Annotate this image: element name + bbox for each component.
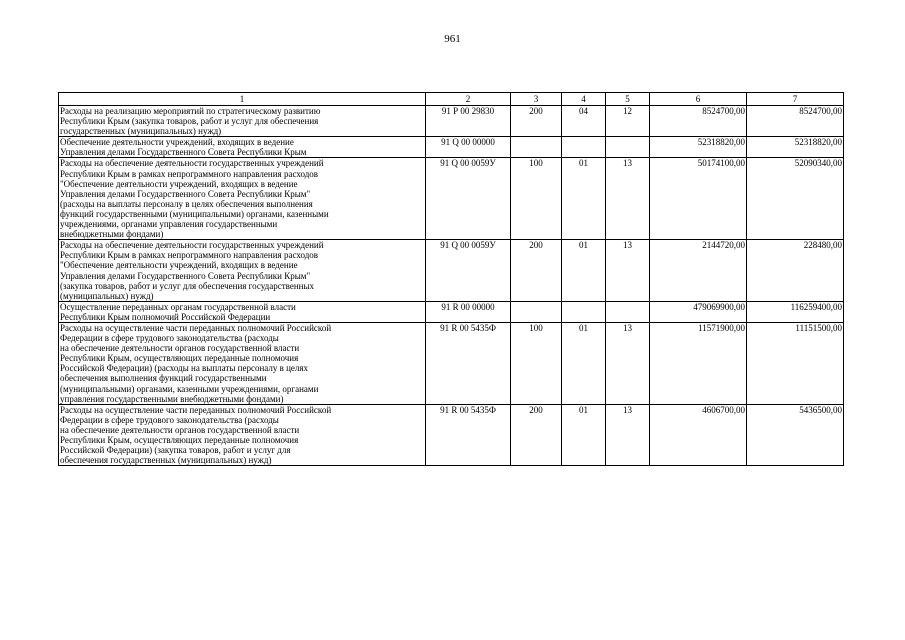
column-header: 3 bbox=[511, 93, 562, 106]
column-header: 1 bbox=[59, 93, 426, 106]
row-section bbox=[562, 137, 606, 158]
row-description: Расходы на обеспечение деятельности государственных учреждений Республики Крым в рамках непрограммного направления расходов "Обеспечение деятельности учреждений, входящих в ведение Управления делами Государственного Совета Республики Крым" (закупка товаров, работ и услуг для обеспечения государственных (муниципальных) нужд) bbox=[59, 240, 426, 302]
row-subsection: 13 bbox=[606, 404, 650, 466]
row-section: 01 bbox=[562, 404, 606, 466]
row-description: Обеспечение деятельности учреждений, входящих в ведение Управления делами Государственного Совета Республики Крым bbox=[59, 137, 426, 158]
row-code: 91 Q 00 00000 bbox=[426, 137, 511, 158]
column-header: 6 bbox=[650, 93, 747, 106]
row-amount-year-1: 8524700,00 bbox=[650, 106, 747, 137]
table-row bbox=[59, 240, 844, 302]
table-row bbox=[59, 404, 844, 466]
row-amount-year-2: 228480,00 bbox=[747, 240, 844, 302]
header-row bbox=[59, 93, 844, 106]
row-section: 01 bbox=[562, 322, 606, 404]
row-amount-year-2: 52090340,00 bbox=[747, 158, 844, 240]
row-amount-year-2: 8524700,00 bbox=[747, 106, 844, 137]
row-expense-type: 200 bbox=[511, 404, 562, 466]
row-section bbox=[562, 301, 606, 322]
row-description: Осуществление переданных органам государственной власти Республики Крым полномочий Российской Федерации bbox=[59, 301, 426, 322]
row-expense-type bbox=[511, 301, 562, 322]
row-subsection: 13 bbox=[606, 158, 650, 240]
page-number: 961 bbox=[444, 33, 461, 45]
row-section: 04 bbox=[562, 106, 606, 137]
column-header: 7 bbox=[747, 93, 844, 106]
row-code: 91 Р 00 29830 bbox=[426, 106, 511, 137]
row-amount-year-1: 4606700,00 bbox=[650, 404, 747, 466]
row-code: 91 R 00 00000 bbox=[426, 301, 511, 322]
row-amount-year-2: 11151500,00 bbox=[747, 322, 844, 404]
row-amount-year-1: 479069900,00 bbox=[650, 301, 747, 322]
row-section: 01 bbox=[562, 240, 606, 302]
row-subsection bbox=[606, 301, 650, 322]
column-header: 4 bbox=[562, 93, 606, 106]
table-row bbox=[59, 322, 844, 404]
row-subsection: 13 bbox=[606, 322, 650, 404]
row-subsection bbox=[606, 137, 650, 158]
row-description: Расходы на обеспечение деятельности государственных учреждений Республики Крым в рамках непрограммного направления расходов "Обеспечение деятельности учреждений, входящих в ведение Управления делами Государственного Совета Республики Крым" (расходы на выплаты персоналу в целях обеспечения выполнения функций государственными (муниципальными) органами, казенными учреждениями, органами управления государственными внебюджетными фондами) bbox=[59, 158, 426, 240]
column-header: 5 bbox=[606, 93, 650, 106]
budget-table bbox=[58, 92, 844, 466]
table-row bbox=[59, 137, 844, 158]
row-expense-type: 100 bbox=[511, 322, 562, 404]
column-header: 2 bbox=[426, 93, 511, 106]
row-amount-year-1: 2144720,00 bbox=[650, 240, 747, 302]
row-code: 91 Q 00 0059У bbox=[426, 158, 511, 240]
row-expense-type: 200 bbox=[511, 106, 562, 137]
row-amount-year-1: 50174100,00 bbox=[650, 158, 747, 240]
row-expense-type: 100 bbox=[511, 158, 562, 240]
table-row bbox=[59, 106, 844, 137]
row-description: Расходы на реализацию мероприятий по стратегическому развитию Республики Крым (закупка товаров, работ и услуг для обеспечения государственных (муниципальных) нужд) bbox=[59, 106, 426, 137]
row-amount-year-1: 11571900,00 bbox=[650, 322, 747, 404]
row-amount-year-2: 116259400,00 bbox=[747, 301, 844, 322]
row-expense-type bbox=[511, 137, 562, 158]
row-description: Расходы на осуществление части переданных полномочий Российской Федерации в сфере трудового законодательства (расходы на обеспечение деятельности органов государственной власти Республики Крым, осуществляющих переданные полномочия Российской Федерации) (закупка товаров, работ и услуг для обеспечения государственных (муниципальных) нужд) bbox=[59, 404, 426, 466]
table-row bbox=[59, 158, 844, 240]
table-row bbox=[59, 301, 844, 322]
row-code: 91 Q 00 0059У bbox=[426, 240, 511, 302]
row-code: 91 R 00 5435Ф bbox=[426, 322, 511, 404]
row-expense-type: 200 bbox=[511, 240, 562, 302]
row-amount-year-1: 52318820,00 bbox=[650, 137, 747, 158]
row-amount-year-2: 52318820,00 bbox=[747, 137, 844, 158]
row-description: Расходы на осуществление части переданных полномочий Российской Федерации в сфере трудового законодательства (расходы на обеспечение деятельности органов государственной власти Республики Крым, осуществляющих переданные полномочия Российской Федерации) (расходы на выплаты персоналу в целях обеспечения выполнения функций государственными (муниципальными) органами, казенными учреждениями, органами управления государственными внебюджетными фондами) bbox=[59, 322, 426, 404]
row-code: 91 R 00 5435Ф bbox=[426, 404, 511, 466]
row-subsection: 13 bbox=[606, 240, 650, 302]
row-section: 01 bbox=[562, 158, 606, 240]
row-amount-year-2: 5436500,00 bbox=[747, 404, 844, 466]
row-subsection: 12 bbox=[606, 106, 650, 137]
